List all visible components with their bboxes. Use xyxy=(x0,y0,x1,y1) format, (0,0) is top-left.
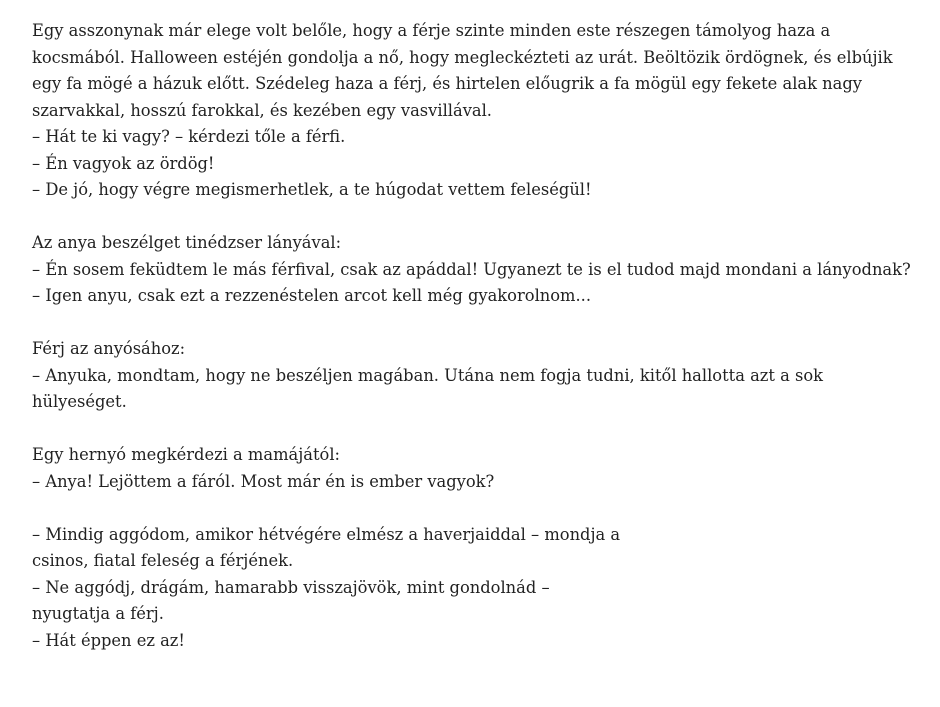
dialogue-line: – Én sosem feküdtem le más férfival, csak az apáddal! Ugyanezt te is el tudod majd mondani a lányodnak? xyxy=(32,259,911,279)
dialogue-line: – Mindig aggódom, amikor hétvégére elmész a haverjaiddal – mondja a csinos, fiatal feleség a férjének. xyxy=(32,524,626,570)
dialogue-line: – Anyuka, mondtam, hogy ne beszéljen magában. Utána nem fogja tudni, kitől hallotta azt a sok hülyeséget. xyxy=(32,365,829,411)
joke-weekend xyxy=(32,522,632,655)
joke-caterpillar xyxy=(32,442,912,495)
article-body xyxy=(32,18,912,681)
joke-text: Egy asszonynak már elege volt belőle, hogy a férje szinte minden este részegen támolyog haza a kocsmából. Halloween estéjén gondolja a nő, hogy megleckézteti az urát. Beöltözik ördögnek, és elbújik egy fa mögé a házuk előtt. Szédeleg haza a férj, és hirtelen előugrik a fa mögül egy fekete alak nagy szarvakkal, hosszú farokkal, és kezében egy vasvillával. xyxy=(32,21,898,120)
dialogue-line: – Igen anyu, csak ezt a rezzenéstelen arcot kell még gyakorolnom... xyxy=(32,286,592,305)
joke-devil xyxy=(32,18,912,204)
joke-text: Az anya beszélget tinédzser lányával: xyxy=(32,233,342,252)
joke-mother-in-law xyxy=(32,336,912,416)
dialogue-line: – Én vagyok az ördög! xyxy=(32,153,215,173)
dialogue-line: – Hát éppen ez az! xyxy=(32,630,185,650)
dialogue-line: – Hát te ki vagy? – kérdezi tőle a férfi. xyxy=(32,127,346,146)
joke-mother-daughter xyxy=(32,230,912,310)
dialogue-line: – Ne aggódj, drágám, hamarabb visszajövök, mint gondolnád – nyugtatja a férj. xyxy=(32,577,555,623)
dialogue-line: – Anya! Lejöttem a fáról. Most már én is ember vagyok? xyxy=(32,471,495,491)
dialogue-line: – De jó, hogy végre megismerhetlek, a te húgodat vettem feleségül! xyxy=(32,180,592,199)
joke-text: Férj az anyósához: xyxy=(32,339,186,358)
joke-text: Egy hernyó megkérdezi a mamájától: xyxy=(32,445,341,464)
